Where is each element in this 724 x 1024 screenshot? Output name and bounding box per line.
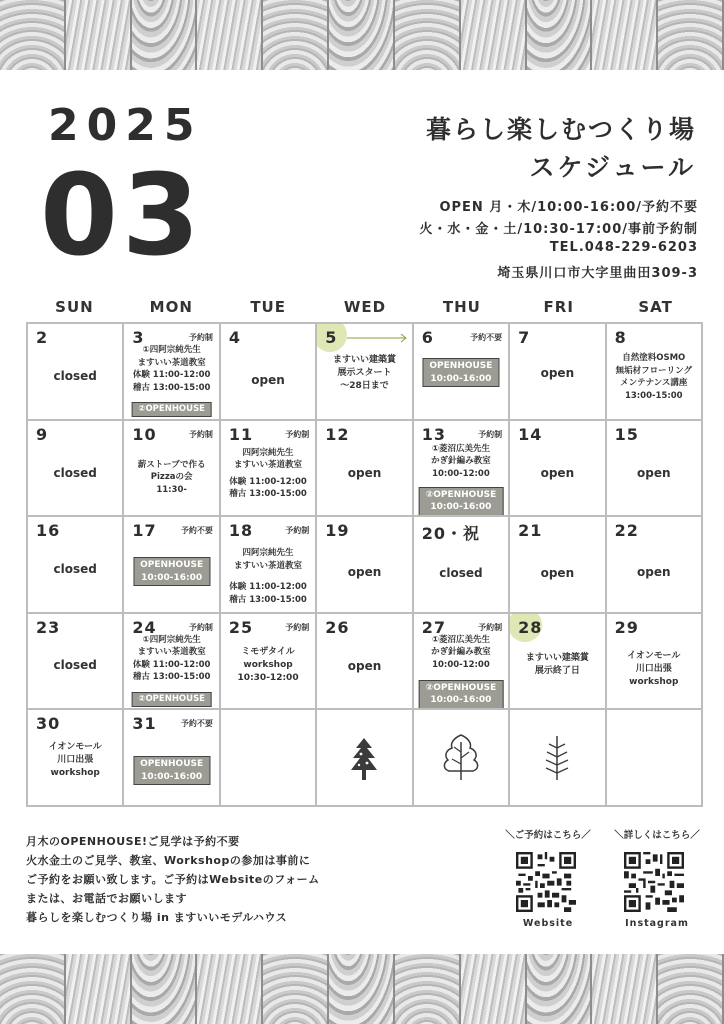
qr-label-instagram: Instagram bbox=[625, 918, 689, 929]
day-cell-10 bbox=[124, 421, 220, 518]
reservation-tag: 予約制 bbox=[188, 333, 213, 342]
day-status: open bbox=[347, 465, 382, 480]
weekday-header bbox=[26, 298, 704, 316]
day-cell-29 bbox=[607, 614, 703, 711]
day-cell-27 bbox=[414, 614, 510, 711]
day-status: closed bbox=[53, 369, 97, 383]
day-number: 9 bbox=[36, 424, 49, 444]
day-number: 10 bbox=[132, 424, 157, 444]
reservation-tag: 予約制 bbox=[285, 526, 310, 536]
weekday-tue: TUE bbox=[250, 298, 286, 316]
day-number: 6 bbox=[421, 328, 434, 347]
day-cell-11 bbox=[221, 421, 317, 518]
day-number: 2 bbox=[36, 328, 49, 347]
empty-cell bbox=[607, 710, 703, 807]
day-status: open bbox=[251, 373, 285, 387]
qr-caption-website: ＼ご予約はこちら／ bbox=[505, 830, 591, 841]
empty-cell bbox=[414, 710, 510, 807]
day-cell-5 bbox=[317, 324, 413, 421]
openhouse-badge: ②OPENHOUSE 10:00-16:00 bbox=[419, 487, 504, 516]
event-text: ますいい建築賞 展示スタート ～28日まで bbox=[332, 355, 396, 391]
day-cell-15 bbox=[607, 421, 703, 518]
day-cell-31 bbox=[124, 710, 220, 807]
weekday-thu: THU bbox=[442, 298, 481, 316]
day-number: 19 bbox=[325, 521, 350, 541]
event-text: 自然塗料OSMO 無垢材フローリング メンテナンス講座 13:00-15:00 bbox=[615, 353, 692, 401]
event-text: ①菱沼広美先生 かぎ針編み教室 10:00-12:00 bbox=[431, 634, 491, 670]
event-text: 薪ストーブで作る Pizzaの会 11:30- bbox=[137, 459, 206, 495]
reservation-tag: 予約不要 bbox=[180, 719, 213, 729]
day-number: 16 bbox=[36, 521, 61, 541]
day-status: closed bbox=[439, 566, 483, 581]
day-number: 22 bbox=[614, 521, 639, 541]
day-number: 27 bbox=[421, 617, 446, 637]
openhouse-badge: OPENHOUSE 10:00-16:00 bbox=[133, 557, 210, 586]
day-status: closed bbox=[53, 465, 97, 480]
day-cell-30 bbox=[28, 710, 124, 807]
event-text: イオンモール 川口出張 workshop bbox=[48, 742, 102, 779]
day-number: 12 bbox=[325, 424, 350, 444]
calendar-grid bbox=[26, 322, 703, 807]
day-status: open bbox=[540, 366, 575, 380]
month: 03 bbox=[40, 151, 204, 281]
day-status: closed bbox=[53, 657, 97, 672]
reservation-tag: 予約制 bbox=[285, 622, 310, 632]
reservation-tag: 予約制 bbox=[478, 622, 503, 632]
day-cell-22 bbox=[607, 517, 703, 614]
day-number: 23 bbox=[36, 617, 61, 637]
openhouse-badge: OPENHOUSE 10:00-16:00 bbox=[133, 756, 210, 785]
wood-banner-bottom bbox=[0, 954, 724, 1024]
empty-cell bbox=[221, 710, 317, 807]
phone: TEL.048-229-6203 bbox=[549, 240, 698, 255]
day-status: closed bbox=[53, 562, 97, 577]
event-text: ①四阿宗純先生 ますいい茶道教室 体験 11:00-12:00 稽古 13:00-15:00 bbox=[132, 634, 211, 683]
event-text: ますいい建築賞 展示終了日 bbox=[525, 652, 589, 676]
day-cell-14 bbox=[510, 421, 606, 518]
empty-cell bbox=[510, 710, 606, 807]
day-status: open bbox=[347, 565, 382, 580]
weekday-sat: SAT bbox=[638, 298, 673, 316]
day-number: 29 bbox=[614, 617, 639, 637]
empty-cell bbox=[317, 710, 413, 807]
open-hours-2: 火・水・金・土/10:30-17:00/事前予約制 bbox=[419, 222, 698, 237]
day-cell-20 bbox=[414, 517, 510, 614]
year: 2025 bbox=[48, 100, 203, 151]
day-number: 21 bbox=[518, 521, 543, 541]
day-number: 25 bbox=[228, 617, 254, 637]
qr-caption-instagram: ＼詳しくはこちら／ bbox=[614, 830, 700, 841]
day-number: 11 bbox=[228, 424, 254, 444]
reservation-tag: 予約制 bbox=[478, 429, 503, 439]
day-status: open bbox=[347, 658, 382, 673]
day-cell-6 bbox=[414, 324, 510, 421]
day-cell-9 bbox=[28, 421, 124, 518]
event-text: ①四阿宗純先生 ますいい茶道教室 体験 11:00-12:00 稽古 13:00-15:00 bbox=[132, 345, 211, 393]
openhouse-badge: ②OPENHOUSE 10:00-16:00 bbox=[419, 680, 504, 709]
day-number: 8 bbox=[614, 328, 627, 347]
day-cell-17 bbox=[124, 517, 220, 614]
day-cell-4 bbox=[221, 324, 317, 421]
website-qr-icon[interactable] bbox=[516, 852, 576, 912]
openhouse-badge: ②OPENHOUSE bbox=[131, 402, 212, 417]
day-number: 28 bbox=[518, 617, 543, 637]
day-status: open bbox=[637, 465, 671, 480]
day-status: open bbox=[637, 565, 671, 580]
day-number: 24 bbox=[132, 617, 157, 637]
day-cell-16 bbox=[28, 517, 124, 614]
day-number: 30 bbox=[36, 714, 61, 734]
reservation-tag: 予約不要 bbox=[470, 333, 503, 342]
tree-outline-icon bbox=[440, 732, 482, 782]
day-status: open bbox=[540, 465, 575, 480]
fir-branch-icon bbox=[542, 734, 572, 782]
instagram-qr-icon[interactable] bbox=[624, 852, 684, 912]
reservation-tag: 予約制 bbox=[188, 622, 213, 632]
day-number: 18 bbox=[228, 521, 254, 541]
day-cell-28 bbox=[510, 614, 606, 711]
event-text: イオンモール 川口出張 workshop bbox=[627, 650, 681, 687]
day-number: 15 bbox=[614, 424, 639, 444]
day-number: 13 bbox=[421, 424, 446, 444]
reservation-tag: 予約制 bbox=[188, 429, 213, 439]
arrow-right-icon bbox=[347, 333, 409, 343]
day-cell-7 bbox=[510, 324, 606, 421]
event-text: ①菱沼広美先生 かぎ針編み教室 10:00-12:00 bbox=[431, 443, 491, 479]
openhouse-badge: OPENHOUSE 10:00-16:00 bbox=[422, 358, 499, 387]
day-number: 26 bbox=[325, 617, 350, 637]
day-number: 14 bbox=[518, 424, 543, 444]
event-text: 四阿宗純先生 ますいい茶道教室 体験 11:00-12:00 稽古 13:00-15:00 bbox=[229, 548, 307, 605]
qr-label-website: Website bbox=[522, 918, 574, 929]
weekday-fri: FRI bbox=[543, 298, 574, 316]
day-cell-8 bbox=[607, 324, 703, 421]
weekday-mon: MON bbox=[149, 298, 193, 316]
wood-banner-top bbox=[0, 0, 724, 70]
reservation-tag: 予約制 bbox=[285, 429, 310, 439]
open-hours-1: OPEN 月・木/10:00-16:00/予約不要 bbox=[439, 200, 698, 215]
day-cell-23 bbox=[28, 614, 124, 711]
page-title: 暮らし楽しむつくり場 bbox=[425, 115, 696, 144]
day-number: 4 bbox=[228, 328, 241, 347]
day-number: 31 bbox=[132, 714, 157, 734]
day-number: 3 bbox=[132, 328, 145, 347]
day-number: 5 bbox=[325, 328, 338, 347]
day-cell-3 bbox=[124, 324, 220, 421]
day-cell-21 bbox=[510, 517, 606, 614]
footer-note: 月木のOPENHOUSE!ご見学は予約不要 火水金土のご見学、教室、Workshopの参加は事前に ご予約をお願い致します。ご予約はWebsiteのフォーム または、お電話でお願いします 暮らしを楽しむつくり場 in ますいいモデルハウス bbox=[26, 835, 320, 924]
reservation-tag: 予約不要 bbox=[180, 526, 213, 536]
day-cell-12 bbox=[317, 421, 413, 518]
pine-tree-icon bbox=[349, 736, 379, 782]
day-cell-13 bbox=[414, 421, 510, 518]
day-cell-2 bbox=[28, 324, 124, 421]
event-text: 四阿宗純先生 ますいい茶道教室 体験 11:00-12:00 稽古 13:00-15:00 bbox=[229, 447, 307, 500]
event-text: ミモザタイル workshop 10:30-12:00 bbox=[237, 646, 299, 683]
day-number: 7 bbox=[518, 328, 531, 347]
weekday-sun: SUN bbox=[55, 298, 94, 316]
openhouse-badge: ②OPENHOUSE bbox=[131, 692, 212, 707]
day-number: 20・祝 bbox=[421, 524, 480, 544]
day-status: open bbox=[540, 566, 575, 581]
day-cell-19 bbox=[317, 517, 413, 614]
day-cell-18 bbox=[221, 517, 317, 614]
address: 埼玉県川口市大字里曲田309-3 bbox=[497, 266, 698, 281]
day-cell-26 bbox=[317, 614, 413, 711]
weekday-wed: WED bbox=[343, 298, 387, 316]
day-cell-25 bbox=[221, 614, 317, 711]
page-subtitle: スケジュール bbox=[529, 153, 696, 182]
day-number: 17 bbox=[132, 521, 157, 541]
day-cell-24 bbox=[124, 614, 220, 711]
